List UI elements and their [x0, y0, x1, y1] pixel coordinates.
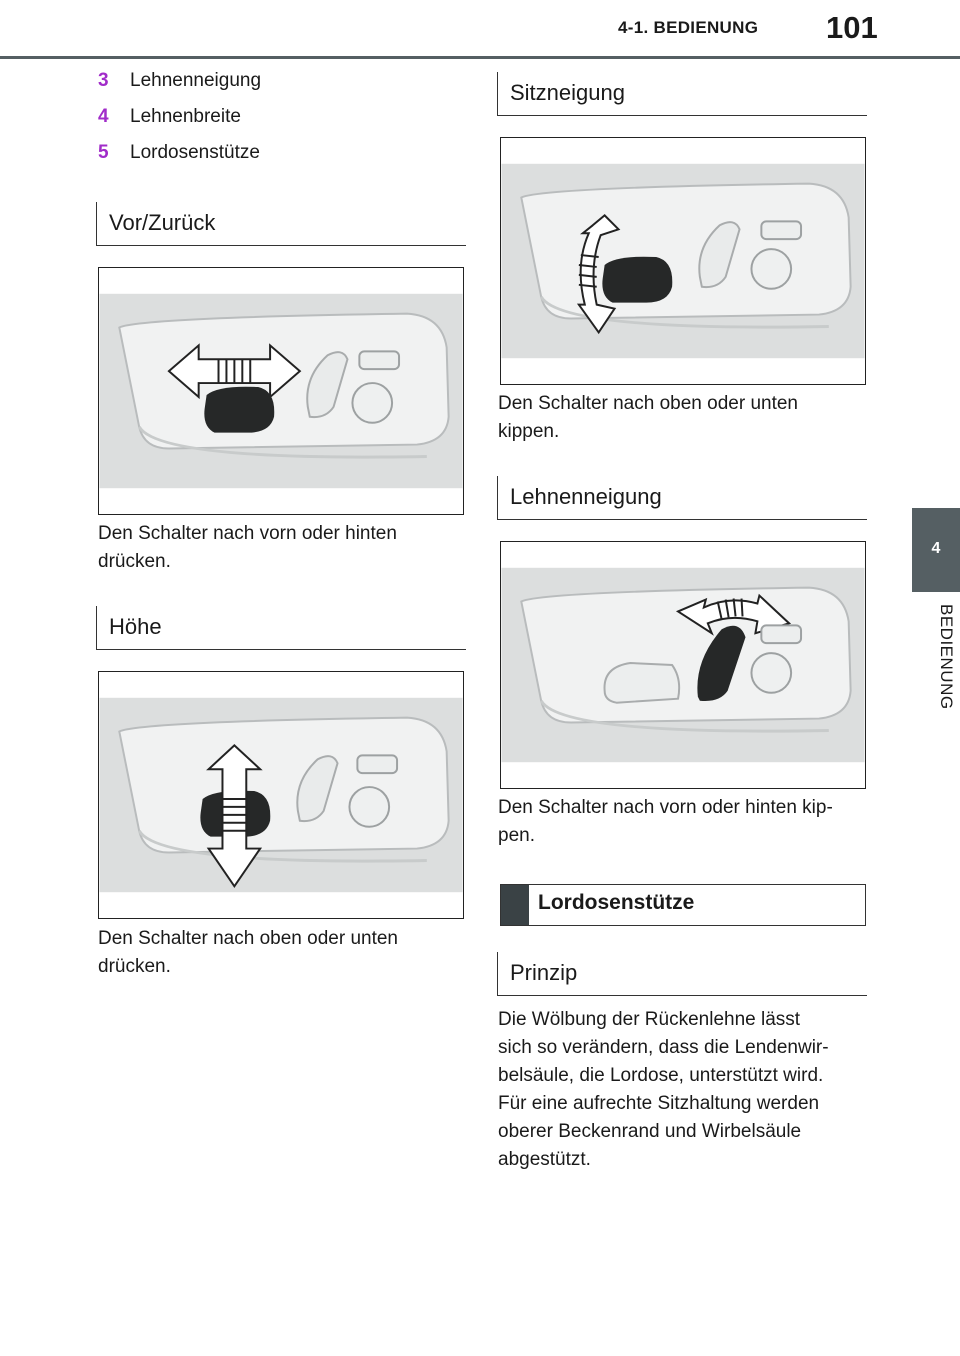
instruction-vor-zurueck — [98, 520, 397, 576]
list-item — [98, 106, 241, 128]
instruction-hoehe — [98, 925, 398, 981]
list-item — [98, 70, 261, 92]
paragraph-lordosenstuetze — [498, 1006, 829, 1174]
figure-switch-seat-tilt — [500, 137, 866, 385]
text-line: kippen. — [498, 421, 560, 442]
list-number: 5 — [98, 142, 109, 163]
text-line: oberer Beckenrand und Wirbelsäule — [498, 1121, 802, 1142]
text-line: Den Schalter nach vorn oder hinten kip- — [498, 797, 833, 818]
instruction-lehnenneigung — [498, 794, 833, 850]
text-line: pen. — [498, 825, 535, 846]
text-line: Für eine aufrechte Sitzhaltung werden — [498, 1093, 820, 1114]
heading-sitzneigung — [497, 72, 867, 116]
list-text: Lordosenstütze — [130, 142, 260, 163]
text-line: Den Schalter nach vorn oder hinten — [98, 523, 397, 544]
text-line: Den Schalter nach oben oder unten — [98, 928, 398, 949]
text-line: sich so verändern, dass die Lendenwir- — [498, 1037, 829, 1058]
heading-text: Vor/Zurück — [109, 210, 216, 235]
list-number: 3 — [98, 70, 109, 91]
page-number: 101 — [826, 10, 878, 45]
heading-bar — [501, 885, 529, 925]
heading-prinzip — [497, 952, 867, 996]
heading-hoehe — [96, 606, 466, 650]
chapter-label: BEDIENUNG — [937, 604, 956, 710]
heading-lehnenneigung — [497, 476, 867, 520]
chapter-number: 4 — [931, 540, 941, 557]
heading-text: Lehnenneigung — [510, 484, 662, 509]
figure-switch-backrest-tilt — [500, 541, 866, 789]
text-line: abgestützt. — [498, 1149, 591, 1170]
instruction-sitzneigung — [498, 390, 798, 446]
header-rule — [0, 56, 960, 59]
text-line: belsäule, die Lordose, unterstützt wird. — [498, 1065, 824, 1086]
list-text: Lehnenneigung — [130, 70, 262, 91]
heading-text: Sitzneigung — [510, 80, 625, 105]
list-item — [98, 142, 260, 164]
list-number: 4 — [98, 106, 109, 127]
figure-switch-forward-back — [98, 267, 464, 515]
figure-switch-height — [98, 671, 464, 919]
list-text: Lehnenbreite — [130, 106, 241, 127]
heading-text: Höhe — [109, 614, 162, 639]
heading-lordosenstuetze — [500, 884, 866, 926]
text-line: drücken. — [98, 551, 171, 572]
heading-text: Prinzip — [510, 960, 578, 985]
heading-vor-zurueck — [96, 202, 466, 246]
text-line: Die Wölbung der Rückenlehne lässt — [498, 1009, 801, 1030]
text-line: drücken. — [98, 956, 171, 977]
text-line: Den Schalter nach oben oder unten — [498, 393, 798, 414]
heading-text: Lordosenstütze — [538, 891, 695, 914]
section-title: 4-1. BEDIENUNG — [618, 18, 759, 37]
